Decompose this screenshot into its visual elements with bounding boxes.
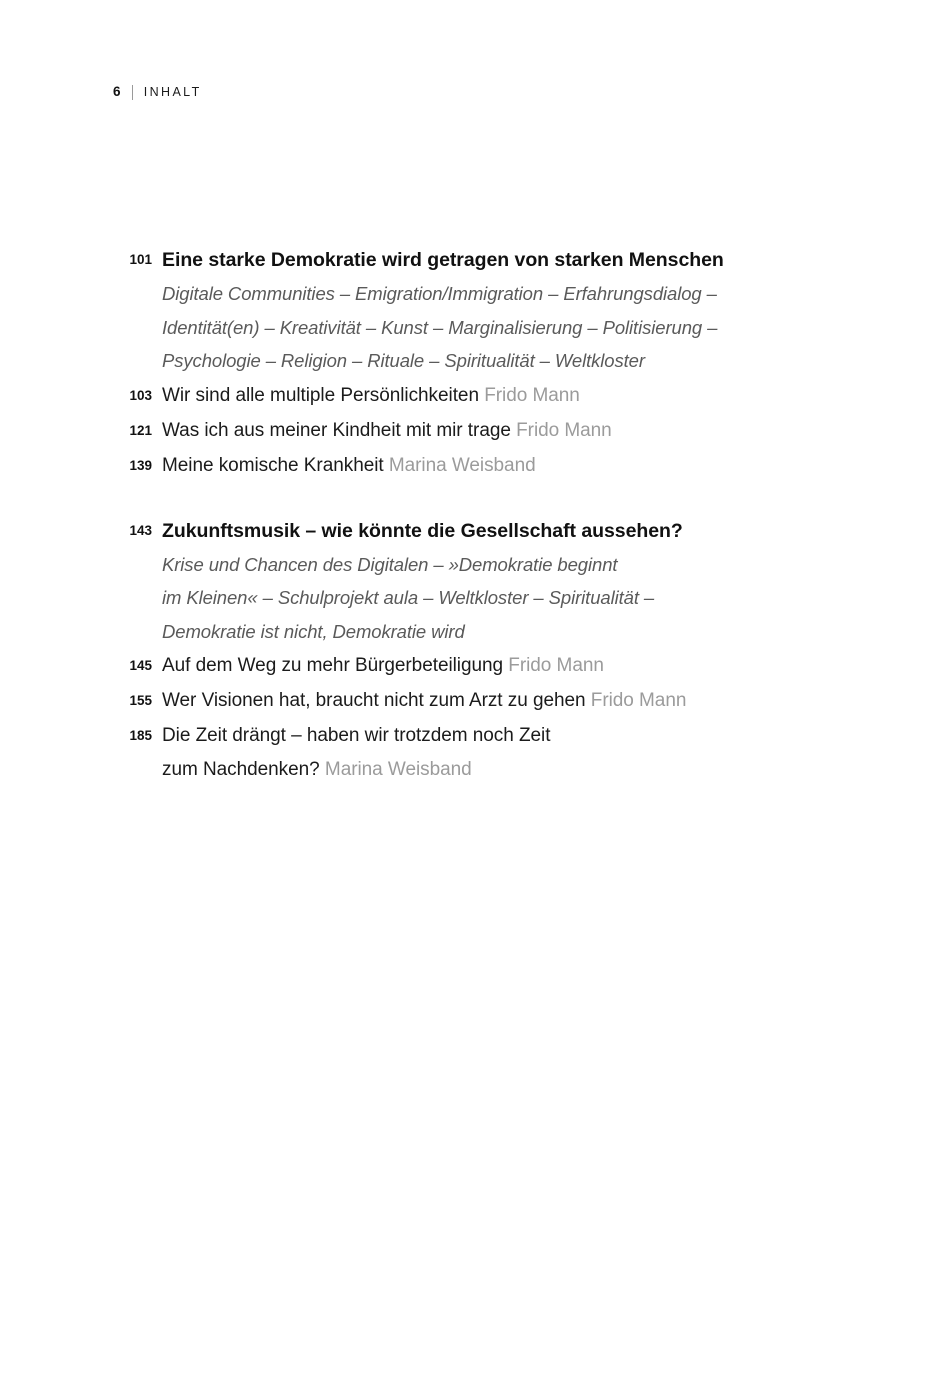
toc-entry-page-number: 121 xyxy=(129,422,152,438)
toc-entry[interactable] xyxy=(113,649,813,683)
running-head-divider xyxy=(132,85,133,100)
toc-section xyxy=(113,514,813,788)
toc-entry-title: Wir sind alle multiple Persönlichkeiten xyxy=(162,384,485,406)
toc-section-subtitle-line: im Kleinen« – Schulprojekt aula – Weltkloster – Spiritualität – xyxy=(162,587,655,608)
toc-section-heading[interactable] xyxy=(113,514,813,649)
running-head xyxy=(113,82,202,102)
toc-entry-author: Frido Mann xyxy=(516,419,612,441)
toc-entry-page-number: 185 xyxy=(129,728,152,743)
running-head-title: INHALT xyxy=(143,84,202,99)
toc-entry-page-number: 145 xyxy=(129,658,152,673)
toc-entry-author: Frido Mann xyxy=(590,690,687,711)
toc-section-title: Eine starke Demokratie wird getragen von starken Menschen xyxy=(162,249,724,271)
toc-entry-page-number: 103 xyxy=(129,387,152,403)
toc-section xyxy=(113,243,813,483)
toc-section-subtitle-line: Identität(en) – Kreativität – Kunst – Marginalisierung – Politisierung – xyxy=(162,316,718,338)
toc-entry-line xyxy=(162,684,813,718)
toc-section-heading[interactable] xyxy=(113,243,813,378)
toc-section-subtitle-line: Psychologie – Religion – Rituale – Spiritualität – Weltkloster xyxy=(162,350,645,371)
toc-entry-line xyxy=(162,649,813,683)
toc-entry-line xyxy=(162,379,813,413)
toc-entry[interactable] xyxy=(113,414,813,448)
toc-entry-line xyxy=(162,414,813,448)
toc-entry[interactable] xyxy=(113,379,813,413)
toc-entry-line xyxy=(162,753,813,787)
toc-entry-title: Meine komische Krankheit xyxy=(162,454,389,476)
toc-entry-title: zum Nachdenken? xyxy=(162,759,325,780)
toc-entry-author: Marina Weisband xyxy=(388,454,536,476)
toc-section-subtitle-line: Demokratie ist nicht, Demokratie wird xyxy=(162,620,465,642)
toc-entry-title: Was ich aus meiner Kindheit mit mir trage xyxy=(162,419,517,441)
page-number: 6 xyxy=(113,84,121,100)
toc-entry-line xyxy=(162,449,813,483)
toc-section-page-number: 101 xyxy=(129,252,152,267)
toc-section-subtitle-line: Digitale Communities – Emigration/Immigration – Erfahrungsdialog – xyxy=(162,283,717,304)
toc-entry[interactable] xyxy=(113,449,813,483)
toc-section-title: Zukunftsmusik – wie könnte die Gesellschaft aussehen? xyxy=(162,519,683,542)
toc-entry-author: Frido Mann xyxy=(508,655,604,676)
toc-entry-title: Auf dem Weg zu mehr Bürgerbeteiligung xyxy=(162,655,509,676)
toc-entry-author: Marina Weisband xyxy=(324,759,472,780)
toc-entry-page-number: 139 xyxy=(129,457,152,473)
toc-entry-title: Die Zeit drängt – haben wir trotzdem noch Zeit xyxy=(162,725,551,746)
toc-entry[interactable] xyxy=(113,719,813,787)
toc-entry-page-number: 155 xyxy=(129,693,152,708)
table-of-contents xyxy=(113,243,813,788)
toc-entry-author: Frido Mann xyxy=(484,384,580,406)
toc-section-subtitle-line: Krise und Chancen des Digitalen – »Demokratie beginnt xyxy=(162,553,618,575)
toc-entry[interactable] xyxy=(113,684,813,718)
toc-section-page-number: 143 xyxy=(129,522,152,538)
toc-entry-line xyxy=(162,719,813,753)
toc-entry-title: Wer Visionen hat, braucht nicht zum Arzt zu gehen xyxy=(162,690,591,711)
